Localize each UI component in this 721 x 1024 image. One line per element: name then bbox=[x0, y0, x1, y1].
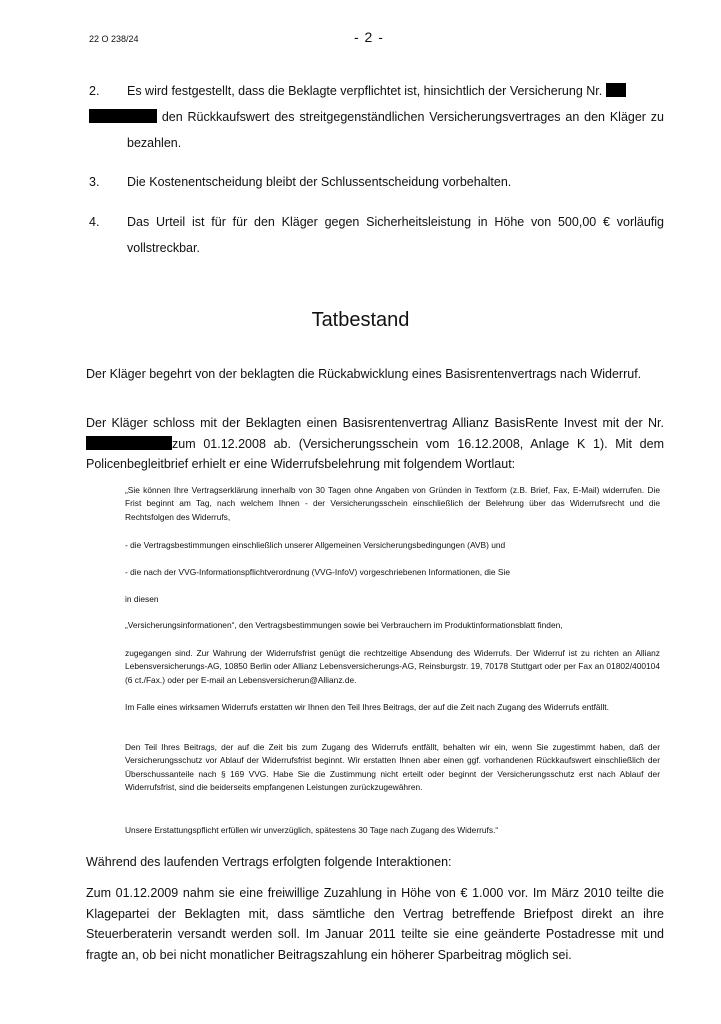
item-text bbox=[127, 78, 664, 156]
quote-paragraph: zugegangen sind. Zur Wahrung der Widerrufsfrist genügt die rechtzeitige Absendung des Widerrufs. Der Widerruf ist zu richten an Allianz Lebensversicherungs-AG, 10850 Berlin oder Allianz Lebensversicherungs-AG, Reinsburgstr. 19, 70178 Stuttgart oder per Fax an 01802/400104 (6 ct./Fax.) oder per E-mail an Lebensversicherun@Allianz.de. bbox=[125, 648, 660, 685]
quote-paragraph: „Versicherungsinformationen“, den Vertragsbestimmungen sowie bei Verbrauchern im Produktinformationsblatt finden, bbox=[125, 620, 563, 630]
redaction-box bbox=[606, 83, 626, 97]
item-number: 2. bbox=[89, 84, 100, 98]
quote-paragraph: - die Vertragsbestimmungen einschließlich unserer Allgemeinen Versicherungsbedingungen (AVB) und bbox=[125, 540, 506, 550]
paragraph: Während des laufenden Vertrags erfolgten folgende Interaktionen: bbox=[86, 855, 452, 869]
section-heading: Tatbestand bbox=[311, 309, 410, 331]
page-number: - 2 - bbox=[354, 29, 384, 45]
item-number: 3. bbox=[89, 175, 100, 189]
item-text: Die Kostenentscheidung bleibt der Schlussentscheidung vorbehalten. bbox=[127, 175, 512, 189]
quote-paragraph: „Sie können Ihre Vertragserklärung innerhalb von 30 Tagen ohne Angaben von Gründen in Textform (z.B. Brief, Fax, E-Mail) widerrufen. Die Frist beginnt am Tag, nach welchem Ihnen - der Versicherungsschein einschließlich der Belehrung über das Widerrufsrecht und die Rechtsfolgen des Widerrufs, bbox=[125, 485, 660, 522]
quote-paragraph: in diesen bbox=[125, 594, 159, 604]
paragraph: Zum 01.12.2009 nahm sie eine freiwillige Zuzahlung in Höhe von € 1.000 vor. Im März 2010 teilte die Klagepartei der Beklagten mit, dass sämtliche den Vertrag betreffende Briefpost direkt an ihre Steuerberaterin versandt werden soll. Im Januar 2011 teilte sie eine geänderte Postadresse mit und fragte an, ob bei nicht monatlicher Beitragszahlung ein höherer Sparbeitrag möglich sei. bbox=[86, 886, 664, 962]
quote-paragraph: Unsere Erstattungspflicht erfüllen wir unverzüglich, spätestens 30 Tage nach Zugang des Widerrufs.“ bbox=[125, 825, 499, 835]
paragraph bbox=[86, 413, 664, 475]
paragraph: Der Kläger begehrt von der beklagten die Rückabwicklung eines Basisrentenvertrags nach Widerruf. bbox=[86, 367, 642, 381]
case-number: 22 O 238/24 bbox=[89, 34, 139, 44]
item-text-part1: Es wird festgestellt, dass die Beklagte verpflichtet ist, hinsichtlich der Versicherung Nr. bbox=[127, 84, 603, 98]
paragraph-part1: Der Kläger schloss mit der Beklagten einen Basisrentenvertrag Allianz BasisRente Invest mit der Nr. bbox=[86, 416, 664, 430]
quote-paragraph: - die nach der VVG-Informationspflichtverordnung (VVG-InfoV) vorgeschriebenen Informationen, die Sie bbox=[125, 567, 510, 577]
item-text: Das Urteil ist für für den Kläger gegen Sicherheitsleistung in Höhe von 500,00 € vorläufig vollstreckbar. bbox=[127, 215, 664, 255]
redaction-box bbox=[89, 109, 157, 123]
quote-paragraph: Den Teil Ihres Beitrags, der auf die Zeit bis zum Zugang des Widerrufs entfällt, behalten wir ein, wenn Sie zugestimmt haben, daß der Versicherungsschutz vor Ablauf der Widerrufsfrist beginnt. Wir erstatten Ihnen aber einen ggf. vorhandenen Rückkaufswert einschließlich der Überschussanteile nach § 169 VVG. Habe Sie die Zustimmung nicht erteilt oder beginnt der Versicherungsschutz erst nach Ablauf der Widerrufsfrist, sind die beiderseits empfangenen Leistungen zurückzugewähren. bbox=[125, 742, 660, 792]
quote-paragraph: Im Falle eines wirksamen Widerrufs erstatten wir Ihnen den Teil Ihres Beitrags, der auf die Zeit nach Zugang des Widerrufs entfällt. bbox=[125, 702, 609, 712]
item-number: 4. bbox=[89, 215, 100, 229]
paragraph-part2: zum 01.12.2008 ab. (Versicherungsschein vom 16.12.2008, Anlage K 1). Mit dem Policenbegleitbrief erhielt er eine Widerrufsbelehrung mit folgendem Wortlaut: bbox=[86, 436, 664, 471]
redaction-box bbox=[86, 436, 172, 450]
item-text-part2: den Rückkaufswert des streitgegenständlichen Versicherungsvertrages an den Kläger zu bezahlen. bbox=[127, 110, 664, 150]
